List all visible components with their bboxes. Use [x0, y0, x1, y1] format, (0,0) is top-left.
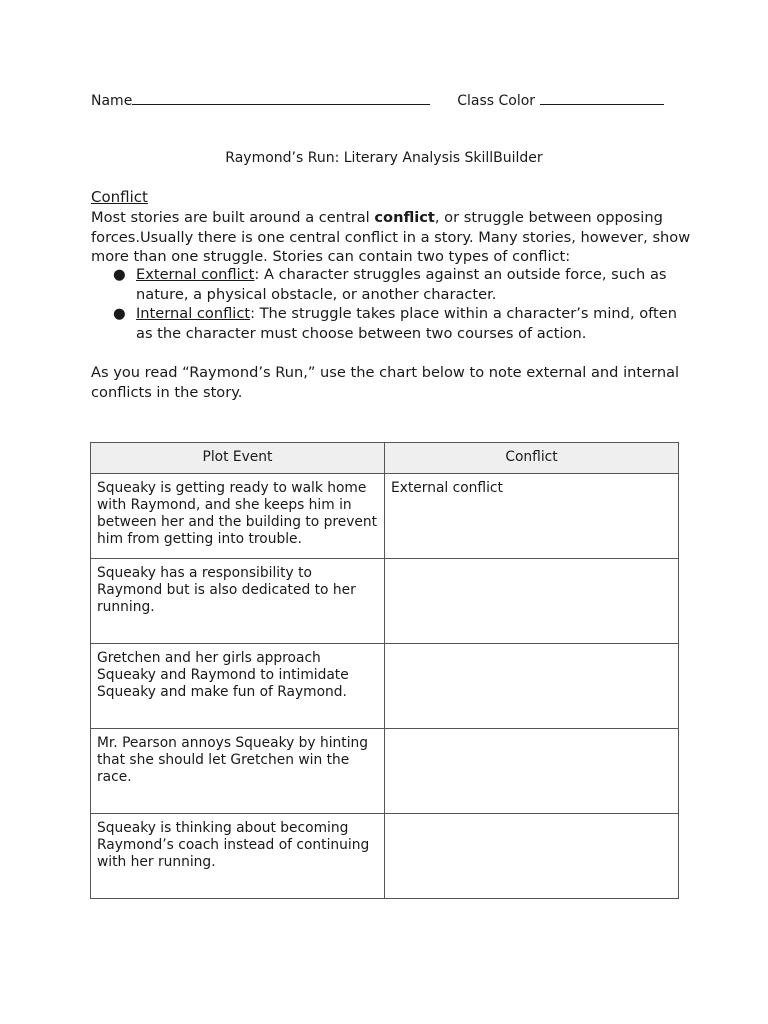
name-blank[interactable]	[132, 92, 430, 105]
class-color-label: Class Color	[457, 93, 536, 109]
intro-pre: Most stories are built around a central	[91, 209, 375, 226]
plot-event-cell: Squeaky has a responsibility to Raymond but is also dedicated to her running.	[91, 559, 385, 644]
table-row	[91, 559, 679, 644]
plot-event-cell: Gretchen and her girls approach Squeaky and Raymond to intimidate Squeaky and make fun of Raymond.	[91, 644, 385, 729]
conflict-cell[interactable]: External conflict	[385, 474, 679, 559]
intro-post: , or struggle between opposing forces.Usually there is one central conflict in a story. Many stories, however, show more than one struggle. Stories can contain two types of conflict:	[91, 209, 691, 266]
worksheet-title: Raymond’s Run: Literary Analysis SkillBuilder	[225, 150, 543, 166]
table-row	[91, 814, 679, 899]
bullet-term: Internal conflict	[136, 305, 251, 323]
bullet-text: : A character struggles against an outside force, such as nature, a physical obstacle, or another character.	[136, 266, 667, 303]
class-color-blank[interactable]	[540, 92, 664, 105]
column-header-plot-event: Plot Event	[91, 443, 385, 474]
plot-event-cell: Mr. Pearson annoys Squeaky by hinting that she should let Gretchen win the race.	[91, 729, 385, 814]
conflict-cell[interactable]	[385, 644, 679, 729]
bullet-icon: ●	[113, 305, 126, 323]
conflict-cell[interactable]	[385, 729, 679, 814]
bullet-icon: ●	[113, 266, 126, 283]
intro-bold-term: conflict	[374, 209, 435, 226]
instruction-paragraph: As you read “Raymond’s Run,” use the chart below to note external and internal conflicts in the story.	[91, 364, 680, 401]
plot-event-cell: Squeaky is thinking about becoming Raymond’s coach instead of continuing with her running.	[91, 814, 385, 899]
name-label: Name	[91, 93, 133, 109]
conflict-cell[interactable]	[385, 559, 679, 644]
table-row	[91, 474, 679, 559]
conflict-cell[interactable]	[385, 814, 679, 899]
bullet-term: External conflict	[136, 266, 255, 283]
intro-paragraph	[91, 208, 691, 267]
header-row	[91, 92, 691, 110]
table-header-row	[91, 443, 679, 474]
conflict-types-list	[91, 265, 681, 343]
table-row	[91, 729, 679, 814]
table-row	[91, 644, 679, 729]
conflict-chart-table	[90, 442, 679, 899]
bullet-text: : The struggle takes place within a character’s mind, often as the character must choose between two courses of action.	[136, 305, 677, 342]
plot-event-cell: Squeaky is getting ready to walk home with Raymond, and she keeps him in between her and the building to prevent him from getting into trouble.	[91, 474, 385, 559]
list-item	[91, 265, 681, 304]
list-item	[91, 304, 681, 343]
section-heading: Conflict	[91, 188, 148, 206]
column-header-conflict: Conflict	[385, 443, 679, 474]
